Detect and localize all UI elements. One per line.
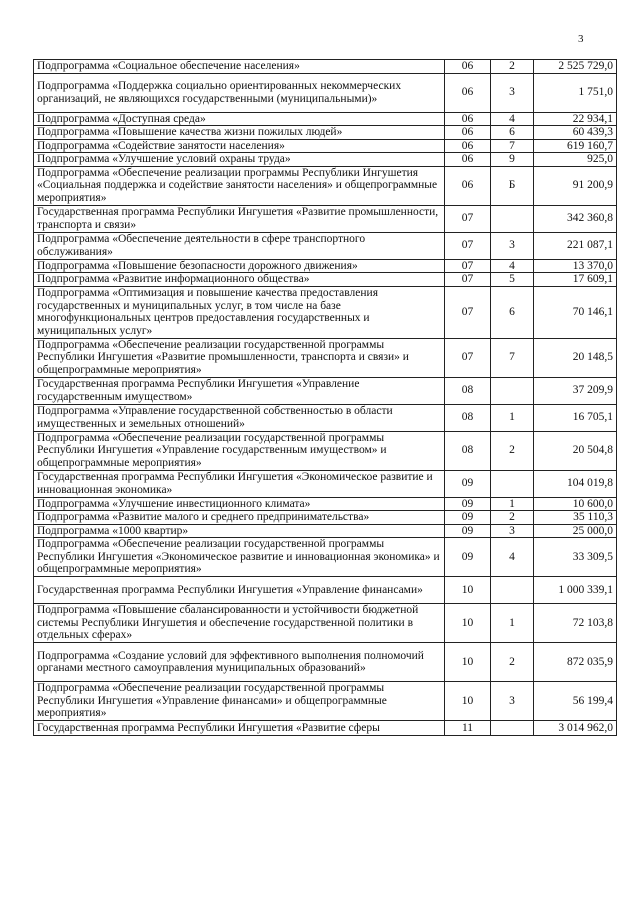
table-row (34, 431, 617, 470)
amount-cell: 37 209,9 (534, 377, 617, 404)
row-name-cell: Подпрограмма «Доступная среда» (34, 112, 445, 126)
program-code-cell: 09 (445, 470, 491, 497)
amount-cell: 22 934,1 (534, 112, 617, 126)
table-row (34, 538, 617, 577)
program-code-cell: 09 (445, 497, 491, 511)
program-code-cell: 06 (445, 139, 491, 153)
subprogram-code-cell: 7 (491, 338, 534, 377)
amount-cell: 20 148,5 (534, 338, 617, 377)
table-row (34, 126, 617, 140)
subprogram-code-cell: 2 (491, 643, 534, 682)
amount-cell: 17 609,1 (534, 273, 617, 287)
table-row (34, 286, 617, 338)
amount-cell: 72 103,8 (534, 604, 617, 643)
table-row (34, 166, 617, 205)
program-code-cell: 06 (445, 166, 491, 205)
table-row (34, 112, 617, 126)
subprogram-code-cell: 2 (491, 60, 534, 74)
row-name-cell: Подпрограмма «Развитие малого и среднего предпринимательства» (34, 511, 445, 525)
amount-cell: 1 000 339,1 (534, 577, 617, 604)
table-row (34, 511, 617, 525)
program-code-cell: 09 (445, 511, 491, 525)
amount-cell: 56 199,4 (534, 682, 617, 721)
subprogram-code-cell: 6 (491, 286, 534, 338)
amount-cell: 91 200,9 (534, 166, 617, 205)
program-code-cell: 08 (445, 377, 491, 404)
subprogram-code-cell: 1 (491, 497, 534, 511)
table-row (34, 497, 617, 511)
table-row (34, 273, 617, 287)
subprogram-code-cell (491, 470, 534, 497)
amount-cell: 104 019,8 (534, 470, 617, 497)
program-code-cell: 10 (445, 682, 491, 721)
row-name-cell: Государственная программа Республики Ингушетия «Экономическое развитие и инновационная экономика» (34, 470, 445, 497)
row-name-cell: Подпрограмма «1000 квартир» (34, 524, 445, 538)
subprogram-code-cell: 2 (491, 511, 534, 525)
subprogram-code-cell (491, 377, 534, 404)
program-code-cell: 10 (445, 604, 491, 643)
subprogram-code-cell: 6 (491, 126, 534, 140)
program-code-cell: 07 (445, 286, 491, 338)
row-name-cell: Государственная программа Республики Ингушетия «Управление государственным имуществом» (34, 377, 445, 404)
subprogram-code-cell: 3 (491, 524, 534, 538)
subprogram-code-cell: 1 (491, 404, 534, 431)
row-name-cell: Государственная программа Республики Ингушетия «Управление финансами» (34, 577, 445, 604)
page-number: 3 (578, 33, 584, 45)
amount-cell: 13 370,0 (534, 259, 617, 273)
amount-cell: 70 146,1 (534, 286, 617, 338)
row-name-cell: Подпрограмма «Содействие занятости населения» (34, 139, 445, 153)
program-code-cell: 09 (445, 538, 491, 577)
amount-cell: 10 600,0 (534, 497, 617, 511)
program-code-cell: 07 (445, 273, 491, 287)
amount-cell: 35 110,3 (534, 511, 617, 525)
table-row (34, 470, 617, 497)
row-name-cell: Подпрограмма «Обеспечение реализации государственной программы Республики Ингушетия «Экономическое развитие и инновационная экономика» и общепрограммные мероприятия» (34, 538, 445, 577)
row-name-cell: Подпрограмма «Обеспечение реализации государственной программы Республики Ингушетия «Управление финансами» и общепрограммные мероприятия» (34, 682, 445, 721)
table-row (34, 643, 617, 682)
subprogram-code-cell: 4 (491, 112, 534, 126)
table-row (34, 73, 617, 112)
row-name-cell: Подпрограмма «Социальное обеспечение населения» (34, 60, 445, 74)
row-name-cell: Подпрограмма «Улучшение инвестиционного климата» (34, 497, 445, 511)
row-name-cell: Подпрограмма «Обеспечение реализации государственной программы Республики Ингушетия «Управление государственным имуществом» и общепрограммные мероприятия» (34, 431, 445, 470)
program-code-cell: 08 (445, 404, 491, 431)
amount-cell: 925,0 (534, 153, 617, 167)
program-code-cell: 10 (445, 643, 491, 682)
amount-cell: 3 014 962,0 (534, 721, 617, 736)
subprogram-code-cell: 3 (491, 73, 534, 112)
program-code-cell: 06 (445, 112, 491, 126)
subprogram-code-cell: 3 (491, 682, 534, 721)
row-name-cell: Подпрограмма «Обеспечение реализации государственной программы Республики Ингушетия «Развитие промышленности, транспорта и связи» и общепрограммные мероприятия» (34, 338, 445, 377)
budget-table (33, 59, 617, 736)
row-name-cell: Подпрограмма «Управление государственной собственностью в области имущественных и земельных отношений» (34, 404, 445, 431)
program-code-cell: 07 (445, 232, 491, 259)
table-row (34, 377, 617, 404)
row-name-cell: Государственная программа Республики Ингушетия «Развитие промышленности, транспорта и связи» (34, 205, 445, 232)
row-name-cell: Подпрограмма «Улучшение условий охраны труда» (34, 153, 445, 167)
table-row (34, 338, 617, 377)
program-code-cell: 07 (445, 259, 491, 273)
program-code-cell: 06 (445, 60, 491, 74)
program-code-cell: 06 (445, 153, 491, 167)
table-row (34, 60, 617, 74)
table-row (34, 577, 617, 604)
row-name-cell: Государственная программа Республики Ингушетия «Развитие сферы (34, 721, 445, 736)
table-row (34, 721, 617, 736)
amount-cell: 619 160,7 (534, 139, 617, 153)
table-row (34, 524, 617, 538)
amount-cell: 342 360,8 (534, 205, 617, 232)
subprogram-code-cell (491, 205, 534, 232)
program-code-cell: 07 (445, 338, 491, 377)
amount-cell: 16 705,1 (534, 404, 617, 431)
subprogram-code-cell: 9 (491, 153, 534, 167)
subprogram-code-cell: 1 (491, 604, 534, 643)
subprogram-code-cell (491, 721, 534, 736)
amount-cell: 221 087,1 (534, 232, 617, 259)
amount-cell: 2 525 729,0 (534, 60, 617, 74)
amount-cell: 25 000,0 (534, 524, 617, 538)
subprogram-code-cell: 2 (491, 431, 534, 470)
program-code-cell: 10 (445, 577, 491, 604)
amount-cell: 872 035,9 (534, 643, 617, 682)
program-code-cell: 08 (445, 431, 491, 470)
amount-cell: 1 751,0 (534, 73, 617, 112)
amount-cell: 20 504,8 (534, 431, 617, 470)
row-name-cell: Подпрограмма «Повышение сбалансированности и устойчивости бюджетной системы Республики Ингушетия и обеспечение государственной политики в отдельных сферах» (34, 604, 445, 643)
row-name-cell: Подпрограмма «Развитие информационного общества» (34, 273, 445, 287)
table-row (34, 604, 617, 643)
table-row (34, 232, 617, 259)
row-name-cell: Подпрограмма «Создание условий для эффективного выполнения полномочий органами местного самоуправления муниципальных образований» (34, 643, 445, 682)
subprogram-code-cell: 3 (491, 232, 534, 259)
table-row (34, 259, 617, 273)
row-name-cell: Подпрограмма «Оптимизация и повышение качества предоставления государственных и муниципальных услуг, в том числе на базе многофункциональных центров предоставления государственных и муниципальных услуг» (34, 286, 445, 338)
row-name-cell: Подпрограмма «Повышение безопасности дорожного движения» (34, 259, 445, 273)
amount-cell: 60 439,3 (534, 126, 617, 140)
row-name-cell: Подпрограмма «Повышение качества жизни пожилых людей» (34, 126, 445, 140)
program-code-cell: 07 (445, 205, 491, 232)
subprogram-code-cell: 7 (491, 139, 534, 153)
row-name-cell: Подпрограмма «Обеспечение реализации программы Республики Ингушетия «Социальная поддержка и содействие занятости населения» и общепрограммные мероприятия» (34, 166, 445, 205)
table-row (34, 404, 617, 431)
row-name-cell: Подпрограмма «Обеспечение деятельности в сфере транспортного обслуживания» (34, 232, 445, 259)
table-row (34, 205, 617, 232)
program-code-cell: 06 (445, 73, 491, 112)
subprogram-code-cell: 4 (491, 259, 534, 273)
row-name-cell: Подпрограмма «Поддержка социально ориентированных некоммерческих организаций, не являющихся государственными (муниципальными)» (34, 73, 445, 112)
subprogram-code-cell: 4 (491, 538, 534, 577)
table-row (34, 139, 617, 153)
table-row (34, 682, 617, 721)
program-code-cell: 09 (445, 524, 491, 538)
subprogram-code-cell: 5 (491, 273, 534, 287)
table-row (34, 153, 617, 167)
amount-cell: 33 309,5 (534, 538, 617, 577)
program-code-cell: 06 (445, 126, 491, 140)
subprogram-code-cell (491, 577, 534, 604)
subprogram-code-cell: Б (491, 166, 534, 205)
program-code-cell: 11 (445, 721, 491, 736)
